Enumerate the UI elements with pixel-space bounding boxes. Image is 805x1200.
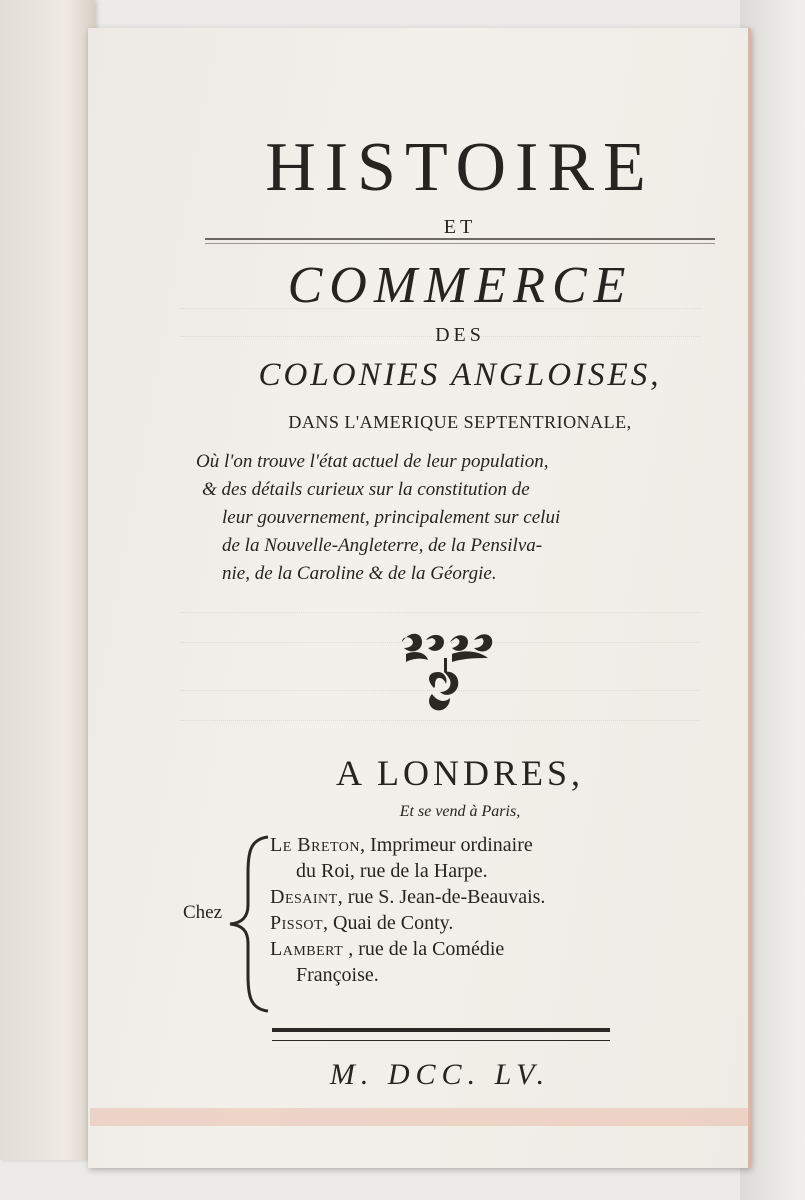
publisher-line xyxy=(270,884,720,910)
fleuron-ornament-icon xyxy=(392,628,502,728)
publisher-line xyxy=(270,858,720,884)
imprint-rule xyxy=(272,1028,610,1041)
title-et: ET xyxy=(443,216,477,238)
facing-page xyxy=(0,0,95,1160)
publisher-name: Lambert xyxy=(270,938,344,960)
publisher-name: Pissot xyxy=(270,912,324,934)
publisher-address: , rue de la Comédie xyxy=(343,938,505,960)
publisher-address: Françoise. xyxy=(296,964,379,986)
page-edge xyxy=(90,1108,750,1126)
publisher-list xyxy=(270,832,720,988)
title-colonies: COLONIES ANGLOISES, xyxy=(258,357,662,393)
publisher-name: Desaint xyxy=(270,886,338,908)
publisher-line xyxy=(270,936,720,962)
title-des: DES xyxy=(435,324,485,346)
subtitle-line: nie, de la Caroline & de la Géorgie. xyxy=(222,563,497,584)
publisher-address: , Imprimeur ordinaire xyxy=(360,834,533,856)
publisher-address: du Roi, rue de la Harpe. xyxy=(296,860,488,882)
imprint-sold: Et se vend à Paris, xyxy=(399,803,521,820)
subtitle-line: leur gouvernement, principalement sur celui xyxy=(222,507,561,528)
subtitle-line: & des détails curieux sur la constitution de xyxy=(202,479,530,500)
publisher-address: , Quai de Conty. xyxy=(323,912,454,934)
publisher-line xyxy=(270,832,720,858)
publisher-address: , rue S. Jean-de-Beauvais. xyxy=(337,886,546,908)
subtitle-line: Où l'on trouve l'état actuel de leur population, xyxy=(196,451,549,472)
curly-brace-icon xyxy=(224,833,274,1015)
title-commerce: COMMERCE xyxy=(287,257,633,314)
subtitle xyxy=(196,448,721,588)
subtitle-line: de la Nouvelle-Angleterre, de la Pensilva- xyxy=(222,535,543,556)
publisher-line xyxy=(270,962,720,988)
imprint-chez: Chez xyxy=(183,902,223,923)
imprint-date: M. DCC. LV. xyxy=(329,1058,551,1091)
title-histoire: HISTOIRE xyxy=(265,129,655,206)
publisher-name: Le Breton xyxy=(270,834,361,856)
publisher-line xyxy=(270,910,720,936)
title-rule xyxy=(205,238,715,244)
imprint-place: A LONDRES, xyxy=(335,753,585,793)
title-region: DANS L'AMERIQUE SEPTENTRIONALE, xyxy=(288,412,632,432)
